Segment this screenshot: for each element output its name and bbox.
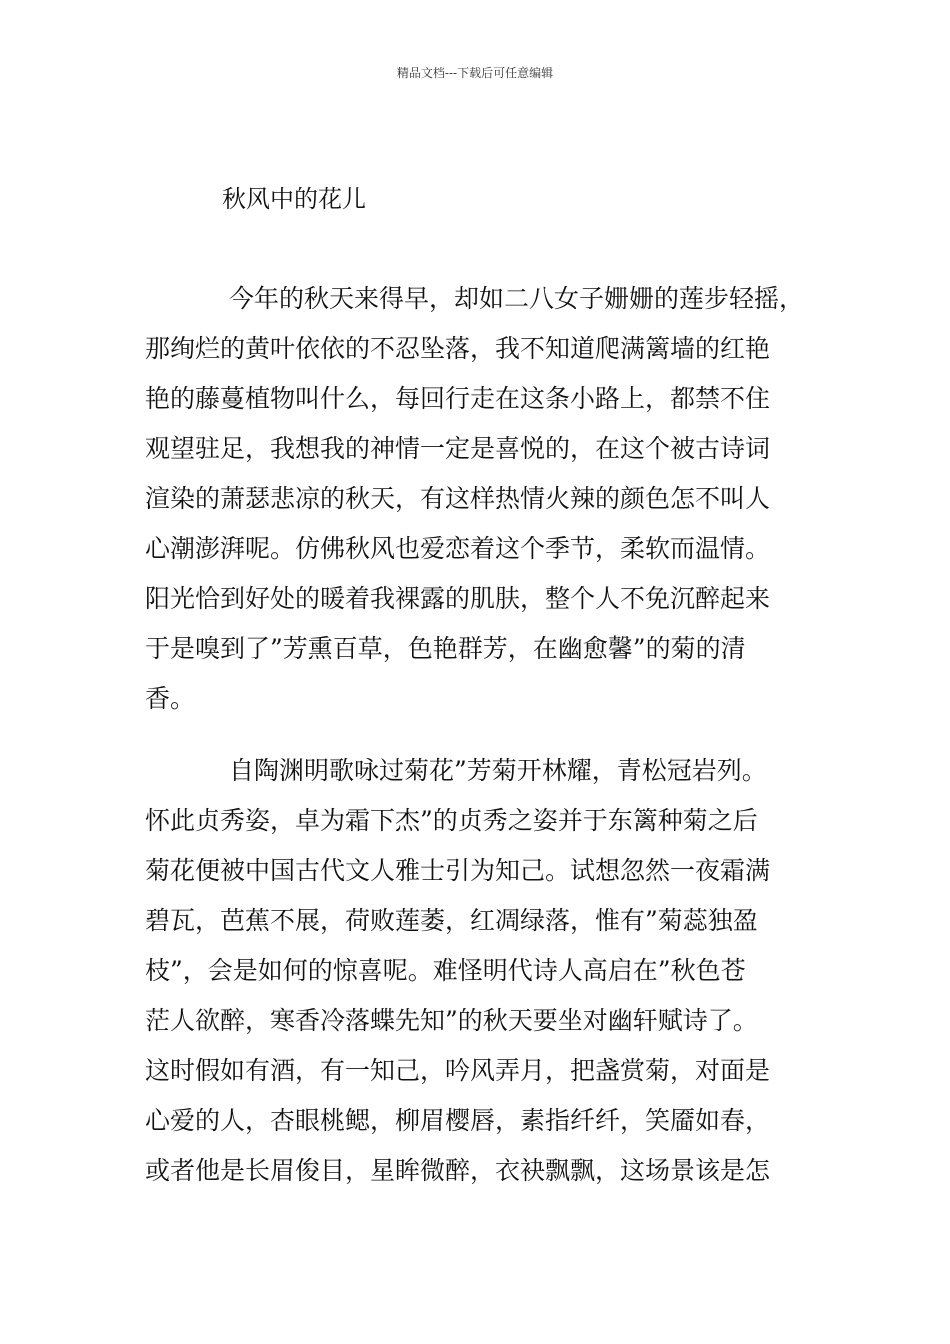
paragraph-line: 这时假如有酒，有一知己，吟风弄月，把盏赏菊，对面是 xyxy=(145,1056,771,1085)
paragraph-line: 怀此贞秀姿，卓为霜下杰”的贞秀之姿并于东篱种菊之后 xyxy=(145,806,758,835)
paragraph-line: 渲染的萧瑟悲凉的秋天，有这样热情火辣的颜色怎不叫人 xyxy=(145,484,771,513)
page-header: 精品文档---下载后可任意编辑 xyxy=(396,66,554,80)
paragraph-line: 自陶渊明歌咏过菊花”芳菊开林耀，青松冠岩列。 xyxy=(229,756,767,785)
paragraph-line: 于是嗅到了”芳熏百草，色艳群芳，在幽愈馨”的菊的清 xyxy=(145,634,746,663)
paragraph-2 xyxy=(145,746,815,1196)
paragraph-line: 今年的秋天来得早，却如二八女子姗姗的莲步轻摇， xyxy=(229,284,805,313)
paragraph-line: 那绚烂的黄叶依依的不忍坠落，我不知道爬满篱墙的红艳 xyxy=(145,334,771,363)
paragraph-1 xyxy=(145,274,815,724)
paragraph-line: 茫人欲醉，寒香冷落蝶先知”的秋天要坐对幽轩赋诗了。 xyxy=(145,1006,758,1035)
paragraph-line: 碧瓦，芭蕉不展，荷败莲萎，红凋绿落，惟有”菊蕊独盈 xyxy=(145,906,758,935)
paragraph-line: 或者他是长眉俊目，星眸微醉，衣袂飘飘，这场景该是怎 xyxy=(145,1156,771,1185)
paragraph-line: 枝”，会是如何的惊喜呢。难怪明代诗人高启在”秋色苍 xyxy=(145,956,746,985)
paragraph-line: 菊花便被中国古代文人雅士引为知己。试想忽然一夜霜满 xyxy=(145,856,771,885)
paragraph-line: 心潮澎湃呢。仿佛秋风也爱恋着这个季节，柔软而温情。 xyxy=(145,534,771,563)
paragraph-line: 香。 xyxy=(145,684,196,713)
document-title: 秋风中的花儿 xyxy=(222,185,366,213)
paragraph-line: 观望驻足，我想我的神情一定是喜悦的，在这个被古诗词 xyxy=(145,434,771,463)
paragraph-line: 阳光恰到好处的暖着我裸露的肌肤，整个人不免沉醉起来 xyxy=(145,584,771,613)
paragraph-line: 艳的藤蔓植物叫什么，每回行走在这条小路上，都禁不住 xyxy=(145,384,771,413)
paragraph-line: 心爱的人，杏眼桃鳃，柳眉樱唇，素指纤纤，笑靥如春， xyxy=(145,1106,771,1135)
